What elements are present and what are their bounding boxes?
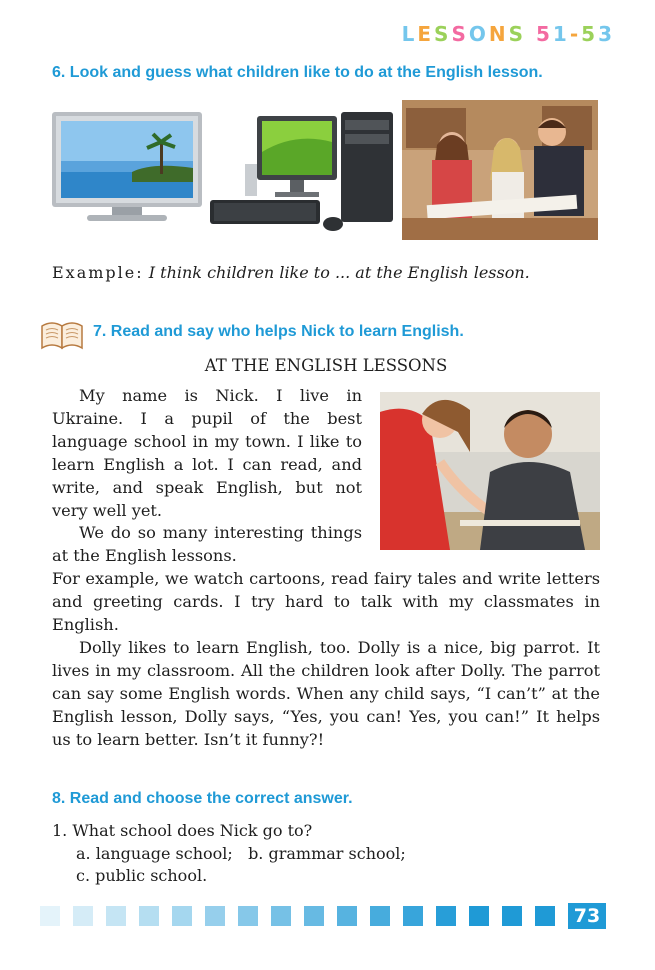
footer-square	[172, 906, 192, 926]
question-1: 1. What school does Nick go to?	[52, 821, 313, 840]
header-letter: N	[488, 22, 509, 46]
task-6-heading: 6. Look and guess what children like to do at the English lesson.	[52, 64, 543, 81]
page-number: 73	[568, 903, 606, 929]
footer-square	[139, 906, 159, 926]
tv-image	[52, 112, 202, 227]
footer-square	[106, 906, 126, 926]
footer-square	[40, 906, 60, 926]
footer-square	[238, 906, 258, 926]
answer-options-line-1: a. language school; b. grammar school;	[76, 844, 406, 863]
paragraph-2-end: For example, we watch cartoons, read fairy tales and write letters and greeting cards. I try hard to talk with my classmates in English.	[52, 569, 600, 634]
example-text	[52, 262, 600, 284]
paragraph-2-start: We do so many interesting things at the English lessons.	[52, 523, 362, 565]
header-letter: L	[401, 22, 418, 46]
footer-square	[73, 906, 93, 926]
header-letter	[526, 22, 536, 46]
footer-square	[271, 906, 291, 926]
header-letter: O	[468, 22, 489, 46]
example-sentence: I think children like to ... at the English lesson.	[143, 263, 530, 282]
header-letter: S	[451, 22, 469, 46]
footer-square	[304, 906, 324, 926]
task-8-heading: 8. Read and choose the correct answer.	[52, 790, 353, 807]
footer-square	[469, 906, 489, 926]
footer-square	[403, 906, 423, 926]
computer-image	[205, 112, 395, 240]
task-7-heading: 7. Read and say who helps Nick to learn English.	[93, 323, 464, 340]
footer-square	[370, 906, 390, 926]
paragraph-1: My name is Nick. I live in Ukraine. I a pupil of the best language school in my town. I like to learn English a lot. I can read, and write, and speak English, but not very well yet.	[52, 386, 362, 520]
reading-title: AT THE ENGLISH LESSONS	[204, 356, 448, 375]
footer-square	[436, 906, 456, 926]
header-letter: 5	[536, 22, 553, 46]
header-letter: 3	[598, 22, 615, 46]
answer-options-line-2: c. public school.	[76, 866, 208, 885]
header-letter: -	[569, 22, 582, 46]
footer-decoration	[0, 906, 560, 926]
footer-square	[337, 906, 357, 926]
header-letter: 5	[581, 22, 599, 46]
example-label: Example:	[52, 263, 144, 282]
footer-square	[535, 906, 555, 926]
paragraph-3: Dolly likes to learn English, too. Dolly is a nice, big parrot. It lives in my classroom. All the children look after Dolly. The parrot can say some English words. When any child says, “I can’t” at the English lesson, Dolly says, “Yes, you can! Yes, you can!” It helps us to learn better. Isn’t it funny?!	[52, 638, 600, 749]
header-letter: E	[417, 22, 435, 46]
header-letter: S	[434, 22, 452, 46]
footer-square	[205, 906, 225, 926]
footer-square	[502, 906, 522, 926]
open-book-icon	[38, 316, 86, 352]
header-letter: S	[508, 22, 527, 46]
header-letter: 1	[552, 22, 570, 46]
lessons-header	[402, 22, 615, 46]
teacher-and-boy-image	[380, 392, 600, 550]
children-reading-image	[402, 100, 598, 240]
